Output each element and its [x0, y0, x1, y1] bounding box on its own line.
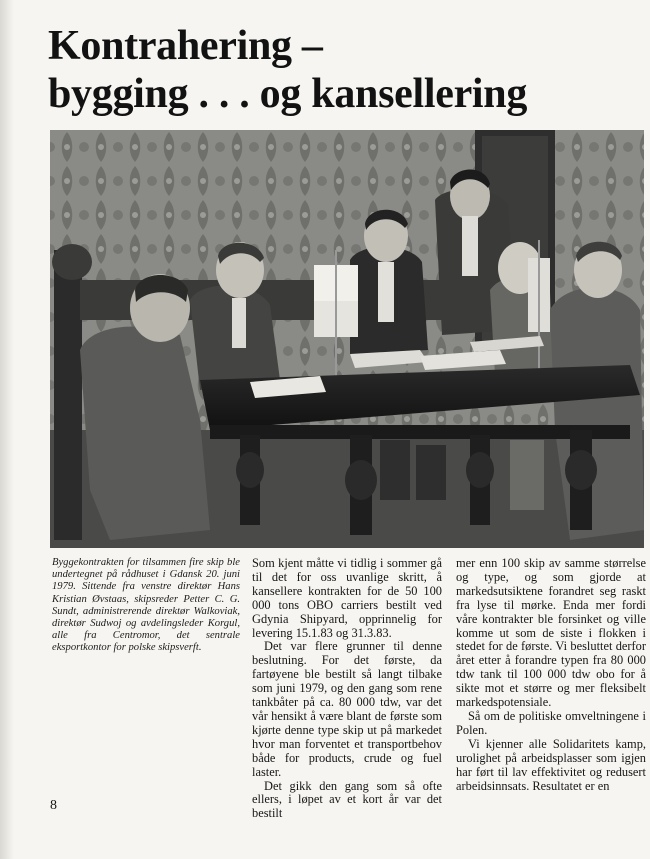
article-column-3 [456, 557, 646, 793]
paragraph: Så om de politiske omveltningene i Polen. [456, 708, 646, 737]
headline-line-1: Kontrahering – [48, 23, 323, 69]
paragraph: Det gikk den gang som så ofte ellers, i løpet av et kort år var det bestilt [252, 778, 442, 821]
headline-line-2: bygging . . . og kansellering [48, 71, 528, 117]
paragraph: Vi kjenner alle Solidaritets kamp, urolighet på arbeidsplasser som igjen har ført til lav effektivitet og redusert arbeidsinnsats. Resultatet er en [456, 736, 646, 793]
paragraph: Som kjent måtte vi tidlig i sommer gå til det for oss uvanlige skritt, å kansellere kontrakten for de 50 100 000 tons OBO carriers bestilt ved Gdynia Shipyard, opprinnelig for levering 15.1.83 og 31.3.83. [252, 556, 442, 640]
page-number: 8 [50, 798, 57, 813]
paragraph: mer enn 100 skip av samme størrelse og type, og som gjorde at markedsutsiktene forandret seg raskt fra lyse til mørke. Enda mer fordi våre kontrakter ble forsinket og ville komme ut som de siste i flokken i stedet for de første. Vi besluttet derfor året etter å forandre typen fra 80 000 tdw tank til 100 000 tdw obo for å sikte mot et større og mer fleksibelt markedspotensiale. [456, 556, 646, 710]
headline [48, 22, 608, 118]
paragraph: Det var flere grunner til denne beslutning. For det første, da fartøyene ble bestilt så langt tilbake som juni 1979, og den gang som rene tankbåter på ca. 80 000 tdw, var det vår hensikt å være blant de første som kjørte denne type skip ut på markedet hvor man forventet et transportbehov både for products, crude og fuel laster. [252, 639, 442, 779]
page-edge [0, 0, 14, 859]
photo-caption: Byggekontrakten for tilsammen fire skip ble undertegnet på rådhuset i Gdansk 20. juni 1979. Sittende fra venstre direktør Hans Kristian Øvstaas, skipsreder Petter C. G. Sundt, administrerende direktør Walkoviak, direktør Sudwoj og avdelingsleder Korgul, alle fra Centromor, det sentrale eksportkontor for polske skipsverft. [52, 557, 240, 654]
signing-photo [50, 130, 644, 548]
photo-icon [50, 130, 644, 548]
article-column-2 [252, 557, 442, 821]
